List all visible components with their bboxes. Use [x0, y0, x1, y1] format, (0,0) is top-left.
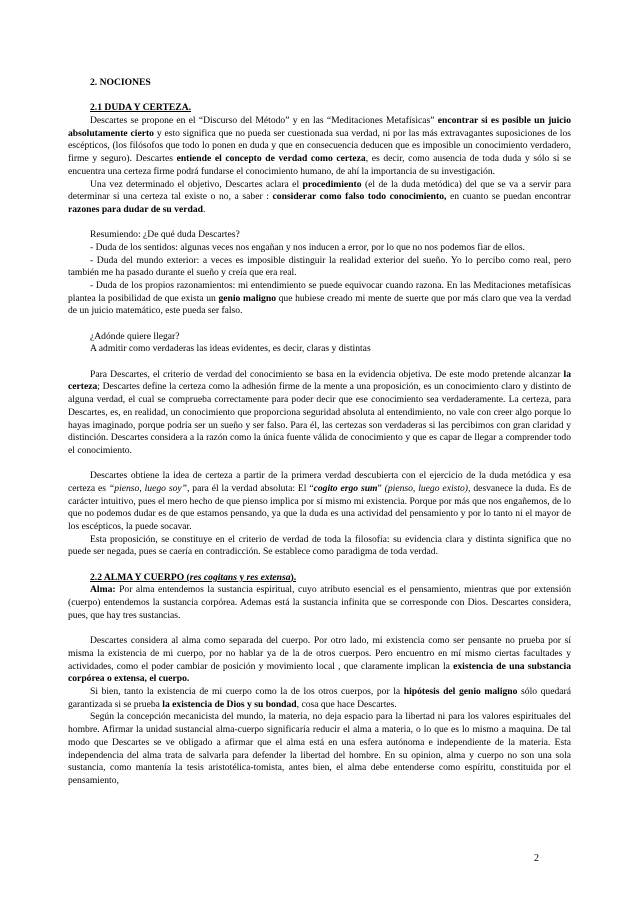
- subsection-title-alma-cuerpo: 2.2 ALMA Y CUERPO (res cogitans y res extensa).: [90, 571, 297, 583]
- paragraph-genio-maligno: Si bien, tanto la existencia de mi cuerpo como la de los otros cuerpos, por la hipótesis del genio maligno sólo quedará garantizada si se prueba la existencia de Dios y su bondad, cosa que hace Descartes.: [68, 685, 571, 710]
- paragraph-adonde-respuesta: A admitir como verdaderas las ideas evidentes, es decir, claras y distintas: [90, 343, 371, 355]
- list-item-duda-sentidos: - Duda de los sentidos: algunas veces nos engañan y nos inducen a error, por lo que no nos podemos fiar de ellos.: [90, 241, 525, 253]
- subsection-title-duda-certeza: 2.1 DUDA Y CERTEZA.: [90, 102, 192, 114]
- paragraph-resumiendo: Resumiendo: ¿De qué duda Descartes?: [90, 229, 240, 241]
- section-title: 2. NOCIONES: [90, 77, 151, 88]
- paragraph-alma: Alma: Por alma entendemos la sustancia espiritual, cuyo atributo esencial es el pensamiento, mientras que por extensión (cuerpo) entendemos la sustancia corpórea. Ademas está la sustancia infinita que se corresponde con Dios. Descartes considera, pues, que hay tres sustancias.: [68, 584, 571, 621]
- list-item-duda-mundo: - Duda del mundo exterior: a veces es imposible distinguir la realidad exterior del sueño. Yo lo percibo como real, pero también me ha pasado durante el sueño y creía que era real.: [68, 254, 571, 279]
- paragraph-cogito: Descartes obtiene la idea de certeza a partir de la primera verdad descubierta con el ejercicio de la duda metódica y esa certeza es “pienso, luego soy”, para él la verdad absoluta: El “cogito ergo sum” (pienso, luego existo), desvanece la duda. Es de carácter intuitivo, pues el mero hecho de que pienso implica por sí mismo mi existencia. Porque por más que nos engañemos, de lo que no podemos dudar es de que estamos pensando, ya que la duda es una actividad del pensamiento y por lo tanto ni el mayor de los escépticos, la puede socavar.: [68, 470, 571, 533]
- paragraph-objetivo: Descartes se propone en el “Discurso del Método” y en las “Meditaciones Metafísicas” encontrar si es posible un juicio absolutamente cierto y esto significa que no pueda ser cuestionada sua verdad, ni por las más extravagantes suposiciones de los escépticos, (los filósofos que todo lo ponen en duda y que en consecuencia deducen que es imposible un conocimiento verdadero, firme y seguro). Descartes entiende el concepto de verdad como certeza, es decir, como ausencia de toda duda y sólo si se encuentra una certeza firme podrá fundarse el conocimiento humano, de ahí la importancia de su investigación.: [68, 115, 572, 177]
- paragraph-alma-separada: Descartes considera al alma como separada del cuerpo. Por otro lado, mi existencia como ser pensante no prueba por sí misma la existencia de mi cuerpo, por no hablar ya de la de otros cuerpos. Pero encuentro en mí mismo ciertas facultades y actividades, como el poder cambiar de posición y movimiento local , que claramente implican la existencia de una substancia corpórea o extensa, el cuerpo.: [68, 635, 571, 685]
- page-number: 2: [534, 853, 539, 864]
- list-item-duda-razonamientos: - Duda de los propios razonamientos: mi entendimiento se puede equivocar cuando razona. En las Meditaciones metafísicas plantea la posibilidad de que exista un genio maligno que hubiese creado mi mente de suerte que por más claro que vea la verdad de un juicio matemático, este pueda ser falso.: [68, 280, 571, 317]
- paragraph-criterio-filosofia: Esta proposición, se constituye en el criterio de verdad de toda la filosofía: su evidencia clara y distinta significa que no puede ser negada, pues se caería en contradicción. Se establece como paradigma de toda verdad.: [68, 533, 571, 558]
- paragraph-mecanicista: Según la concepción mecanicista del mundo, la materia, no deja espacio para la libertad ni para los valores espirituales del hombre. Afirmar la unidad sustancial alma-cuerpo significaría reducir el alma a materia, o lo que es lo mismo a maquina. De tal modo que Descartes se ve obligado a afirmar que el alma está en una esfera autónoma e independiente de la materia. Esta independencia del alma trata de salvarla para defender la libertad del hombre. En su opinion, alma y cuerpo no son una sola sustancia, como mantenía la tesis aristotélica-tomista, antes bien, el alma debe entenderse como espíritu, constituida por el pensamiento,: [68, 711, 571, 786]
- paragraph-criterio-verdad: Para Descartes, el criterio de verdad del conocimiento se basa en la evidencia objetiva. De este modo pretende alcanzar la certeza; Descartes define la certeza como la adhesión firme de la mente a una proposición, es un conocimiento claro y distinto de alguna verdad, el cual se comprueba correctamente para poder decir que ese conocimiento sea verdaderamente. La certeza, para Descartes, es, en realidad, un conocimiento que proporciona seguridad absoluta al entendimiento, no vale con creer algo porque lo hayas imaginado, porque podría ser un sueño y ser falso. Para él, las certezas son verdaderas si las percibimos con gran claridad y distinción. Descartes considera a la razón como la única fuente válida de conocimiento y que es capar de llegar a comprender todo el conocimiento.: [68, 368, 571, 456]
- page-content: [68, 77, 571, 788]
- paragraph-procedimiento: Una vez determinado el objetivo, Descartes aclara el procedimiento (el de la duda metódica) del que se va a servir para determinar si una certeza tal existe o no, a saber : considerar como falso todo conocimiento, en cuanto se puedan encontrar razones para dudar de su verdad.: [68, 178, 571, 215]
- paragraph-adonde-pregunta: ¿Adónde quiere llegar?: [90, 330, 180, 342]
